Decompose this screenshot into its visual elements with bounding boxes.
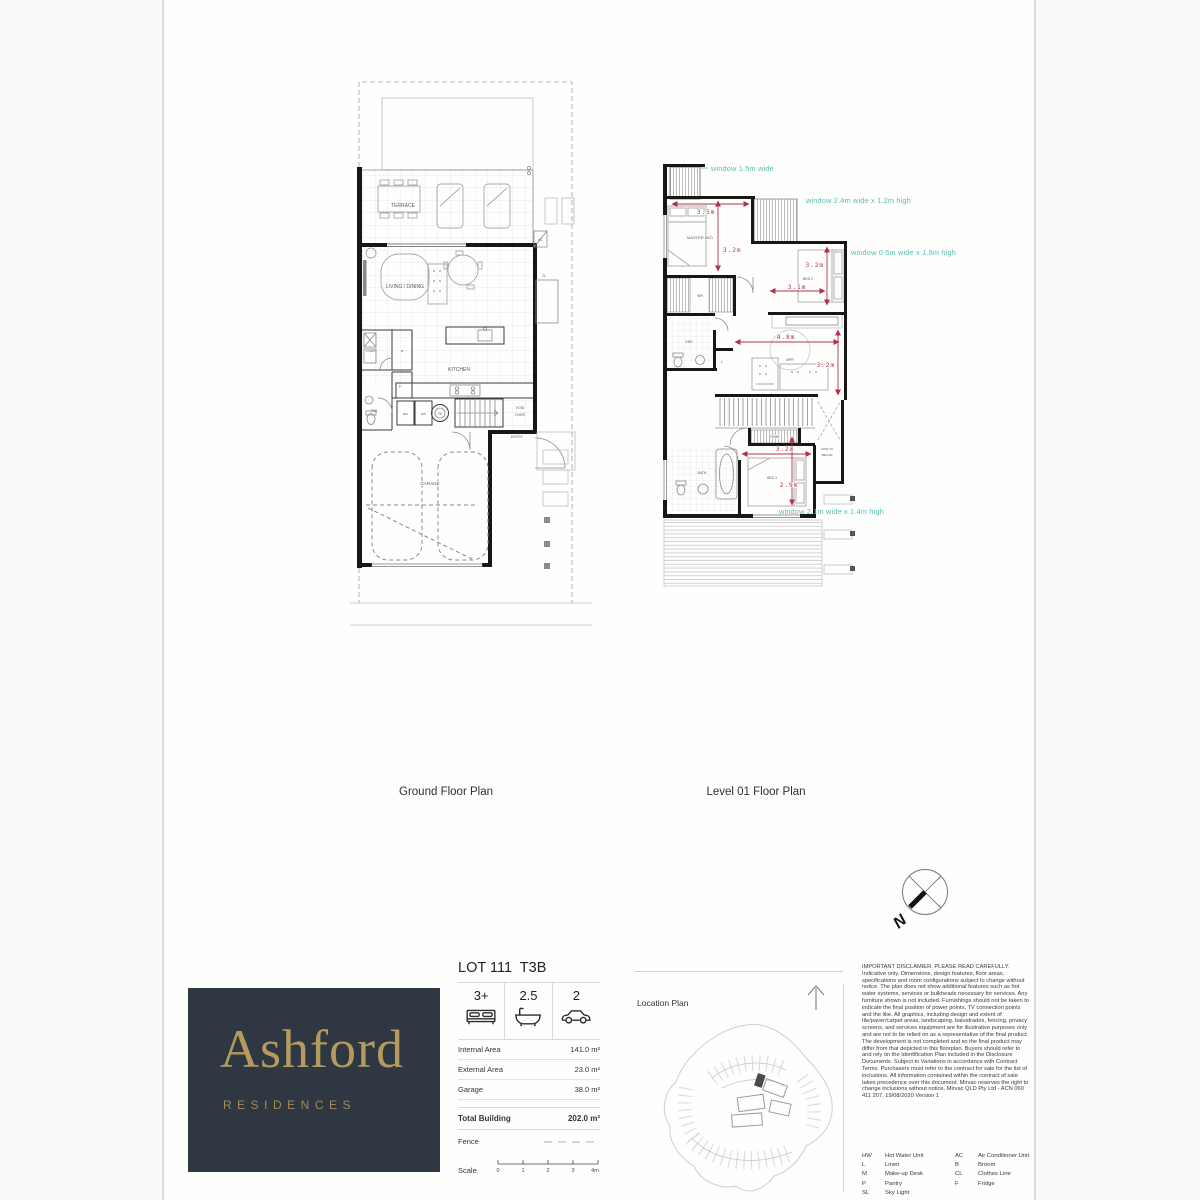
legend-term: Broom <box>978 1162 996 1169</box>
total-building-label: Total Building <box>458 1114 511 1123</box>
legend-term: Hot Water Unit <box>885 1153 924 1159</box>
dim-bed2-depth: 3.2m <box>805 262 824 269</box>
scale-row <box>458 1159 600 1175</box>
garage-cars <box>366 452 488 560</box>
scale-tick-0: 0 <box>496 1168 500 1174</box>
page-edge-right <box>1034 0 1036 1200</box>
void-over-label-2: OVER <box>514 413 526 417</box>
dim-master-depth: 3.2m <box>723 247 742 254</box>
void-to-below-label-2: BELOW <box>821 453 833 457</box>
legend-abbr: L <box>862 1162 866 1169</box>
external-area-row <box>458 1060 600 1080</box>
legend-item <box>862 1180 923 1189</box>
legend-item <box>955 1161 1029 1170</box>
broom-label: B <box>400 349 404 353</box>
living-label: LIVING / DINING <box>385 284 425 290</box>
terrace-label: TERRACE <box>391 203 415 209</box>
mpr-label: MPR <box>786 358 794 362</box>
cars-count: 2 <box>572 988 580 1003</box>
legend-abbr: M <box>862 1171 867 1178</box>
garage-area-label: Garage <box>458 1085 484 1094</box>
north-compass <box>880 846 970 946</box>
legend-item <box>862 1189 923 1198</box>
legend-abbr: AC <box>955 1153 964 1159</box>
total-building-value: 202.0 m² <box>567 1114 600 1123</box>
legend-abbr: F <box>955 1180 959 1187</box>
bath-label: BATH <box>697 471 707 475</box>
location-plan-title: Location Plan <box>637 998 689 1008</box>
dim-bed3-depth: 2.9m <box>779 482 799 489</box>
internal-area-label: Internal Area <box>458 1045 501 1054</box>
dim-mpr-depth: 3.2m <box>816 362 835 369</box>
bed-icon <box>463 1004 499 1028</box>
exterior-items <box>534 198 574 569</box>
legend-term: Clothes Line <box>978 1171 1011 1178</box>
ac-label: AC <box>538 238 543 242</box>
ground-floor-plan <box>340 55 610 655</box>
estate-boundary <box>664 1024 832 1191</box>
total-building-row <box>458 1107 600 1130</box>
brand-logo <box>188 988 440 1172</box>
fence-dash-line <box>544 1139 600 1145</box>
legend-column-2 <box>955 1152 1029 1189</box>
legend-abbr: B <box>955 1162 959 1169</box>
legend-column-1 <box>862 1152 923 1198</box>
level01-caption: Level 01 Floor Plan <box>706 786 806 798</box>
legend-term: Linen <box>885 1162 900 1169</box>
master-bed-label: MASTER BED <box>686 235 714 240</box>
legend-item <box>862 1152 923 1161</box>
beds-count: 3+ <box>473 988 489 1003</box>
finishes <box>664 167 855 586</box>
scale-label: Scale <box>458 1166 477 1175</box>
legend-abbr: HW <box>862 1153 872 1159</box>
lot-title: LOT 111 T3B <box>458 960 547 976</box>
garage-area-row <box>458 1080 600 1100</box>
void-to-below-label-1: VOID TO <box>820 447 834 451</box>
beds-cell <box>458 983 505 1039</box>
disclaimer-text: IMPORTANT DISCLAMIER. PLEASE READ CAREFULLY. Indicative only. Dimensions, design features, floor areas, specifications and room configurations subject to change without notice. The plan does not show additional features such as hot water systems, services or bulkheads necessary for services. Any furniture shown is not included. Furnishings should not be taken to indicate the final position of power points, TV connection points and the like. All graphics, including design and extent of tile/paver/carpet areas, landscaping, balustrades, fencing, privacy screens, and services equipment are for illustrative purposes only and are not to be relied on as a representative of the final product. The development is not completed and so the final product may differ from that depicted in this floorplan. Buyers should refer to and rely on the Identification Plan included in the Disclosure Documents. Subject to Variations in accordance with Contract Terms. Purchasers must refer to the contract for sale for the list of inclusions. All information contained within the contract of sale takes precedence over this document. Mirvac reserves the right to change inclusions without notice. Mirvac QLD Pty Ltd - ACN 060 411 207. 19/08/2020 Version 1 <box>862 964 1029 1100</box>
page-edge-left <box>162 0 164 1200</box>
window-note-3: window 0.6m wide x 1.8m high <box>851 248 956 257</box>
powder-label: PDR <box>370 409 378 413</box>
legend-item <box>955 1170 1029 1179</box>
bed3-label: BED 3 <box>767 476 777 480</box>
location-right-divider <box>843 984 844 1192</box>
dim-master-width: 3.5m <box>696 209 716 216</box>
legend-abbr: CL <box>955 1171 963 1178</box>
garage-area-value: 38.0 m² <box>574 1085 600 1094</box>
internal-area-value: 141.0 m² <box>570 1045 600 1054</box>
robe-label: ROBE <box>770 435 780 439</box>
window-note-1: window 1.5m wide <box>711 164 774 173</box>
location-map <box>652 1018 848 1196</box>
legend-item <box>862 1170 923 1179</box>
legend-term: Make-up Desk <box>885 1171 923 1178</box>
linen-label: L <box>721 360 723 364</box>
bed2-label: BED 2 <box>802 277 814 281</box>
legend-term: Air Conditioner Unit <box>978 1153 1030 1159</box>
pantry-label: P <box>398 385 402 389</box>
location-north-arrow-icon <box>798 980 834 1014</box>
external-area-label: External Area <box>458 1065 504 1074</box>
floor-finishes <box>362 167 533 430</box>
cars-cell <box>553 983 600 1039</box>
legend-item <box>955 1180 1029 1189</box>
dim-mpr-width: 4.8m <box>776 334 796 341</box>
compass-north-label: N <box>890 911 910 933</box>
laundry-label: LNDRY <box>365 349 377 353</box>
entry-label: ENTRY <box>510 435 524 439</box>
kitchen-label: KITCHEN <box>448 367 470 373</box>
window-note-4: window 2.1m wide x 1.4m high <box>779 507 884 516</box>
fence-label: Fence <box>458 1137 479 1146</box>
spec-icon-table <box>458 982 600 1040</box>
baths-count: 2.5 <box>519 988 538 1003</box>
legend-item <box>862 1161 923 1170</box>
dim-bed2-width: 3.1m <box>787 284 807 291</box>
fence-row <box>458 1130 600 1153</box>
baths-cell <box>505 983 552 1039</box>
bin-label-1: BIN <box>403 413 408 416</box>
scale-bar <box>496 1159 600 1175</box>
bin-label-2: BIN <box>421 413 426 416</box>
legend-term: Pantry <box>885 1180 903 1187</box>
ens-label: ENS <box>685 340 693 344</box>
external-area-value: 23.0 m² <box>574 1065 600 1074</box>
lot-rows <box>684 1063 814 1160</box>
brand-subtitle: RESIDENCES <box>223 1098 357 1112</box>
legend-item <box>955 1152 1029 1161</box>
legend-abbr: SL <box>862 1189 870 1196</box>
garage-label: GARAGE <box>420 481 440 486</box>
ground-floor-caption: Ground Floor Plan <box>399 786 493 798</box>
clothes-line-label: CL <box>541 274 547 278</box>
internal-area-row <box>458 1040 600 1060</box>
hot-water-label: HW <box>437 412 443 416</box>
scale-tick-4: 4m <box>591 1168 599 1174</box>
legend-term: Fridge <box>978 1180 995 1187</box>
level01-floor-plan <box>650 150 990 600</box>
legend-term: Sky Light <box>885 1189 910 1196</box>
window-note-2: window 2.4m wide x 1.2m high <box>806 196 911 205</box>
legend-abbr: P <box>862 1180 866 1187</box>
bath-icon <box>510 1004 546 1028</box>
spec-block <box>458 960 600 1175</box>
scale-tick-2: 2 <box>546 1168 550 1174</box>
car-icon <box>558 1004 594 1028</box>
scale-tick-1: 1 <box>521 1168 525 1174</box>
wr-label: WR <box>697 294 703 298</box>
location-top-divider <box>635 971 843 972</box>
void-over-label-1: VOID <box>515 406 525 410</box>
brand-name: Ashford <box>220 1019 404 1079</box>
scale-tick-3: 3 <box>571 1168 575 1174</box>
dim-bed3-width: 3.2m <box>775 446 795 453</box>
